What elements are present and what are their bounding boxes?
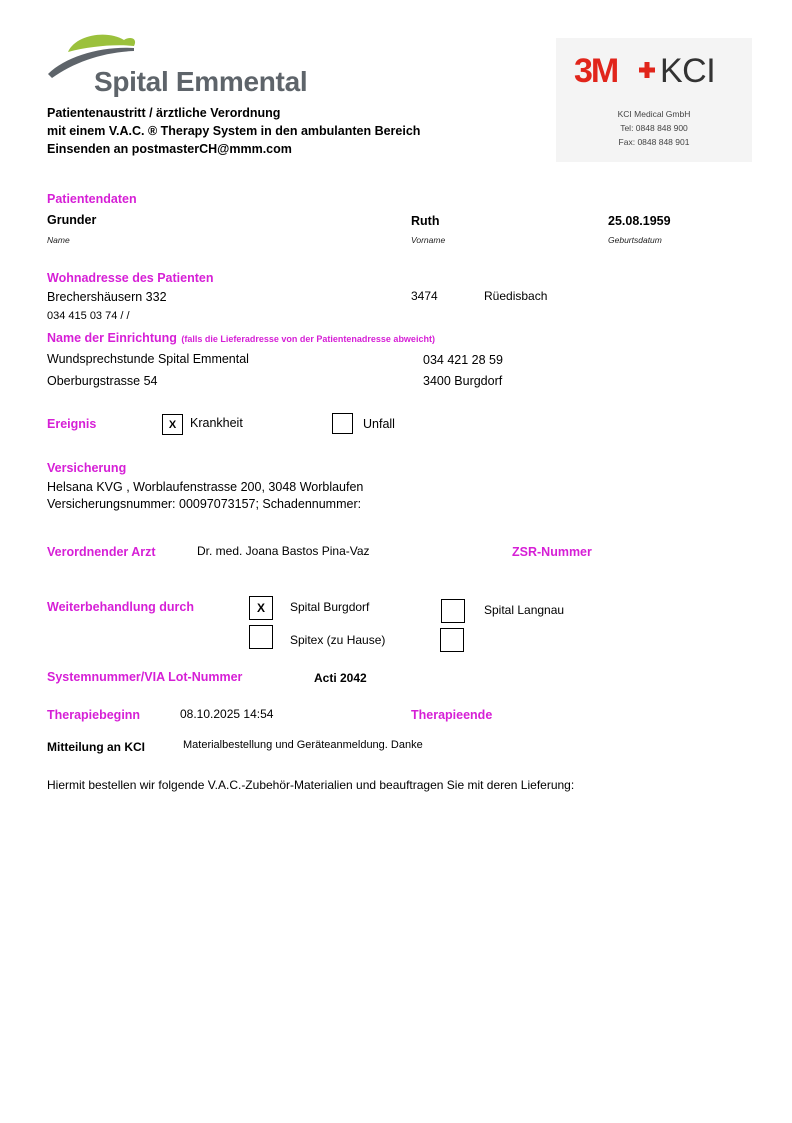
hospital-name: Spital Emmental <box>94 66 308 97</box>
form-title: Patientenaustritt / ärztliche Verordnung <box>47 106 281 120</box>
address-phone: 034 415 03 74 / / <box>47 310 130 322</box>
brand-3m: 3M <box>574 52 618 90</box>
patient-first-name-label: Vorname <box>411 235 446 245</box>
patient-section-title: Patientendaten <box>47 192 137 206</box>
facility-section-title: Name der Einrichtung <box>47 331 177 345</box>
system-number-label: Systemnummer/VIA Lot-Nummer <box>47 670 243 684</box>
event-section-title: Ereignis <box>47 417 97 431</box>
spital-emmental-logo <box>46 30 318 104</box>
zsr-number-label: ZSR-Nummer <box>512 545 592 559</box>
facility-phone: 034 421 28 59 <box>423 353 503 367</box>
checkbox-unlabeled[interactable] <box>440 628 464 652</box>
checkbox-spitex-label: Spitex (zu Hause) <box>290 633 386 647</box>
checkbox-spital-burgdorf-label: Spital Burgdorf <box>290 600 370 614</box>
checkbox-unfall[interactable] <box>332 413 353 434</box>
form-send-to: Einsenden an postmasterCH@mmm.com <box>47 142 292 156</box>
patient-last-name-label: Name <box>47 235 70 245</box>
insurance-section-title: Versicherung <box>47 461 127 475</box>
form-subtitle: mit einem V.A.C. ® Therapy System in den ambulanten Bereich <box>47 124 421 138</box>
order-statement: Hiermit bestellen wir folgende V.A.C.-Zubehör-Materialien und beauftragen Sie mit deren Lieferung: <box>47 778 575 792</box>
patient-last-name: Grunder <box>47 213 97 227</box>
doctor-section-title: Verordnender Arzt <box>47 545 156 559</box>
address-city: Rüedisbach <box>484 289 548 303</box>
insurance-company: Helsana KVG , Worblaufenstrasse 200, 3048 Worblaufen <box>47 480 364 494</box>
checkbox-unfall-label: Unfall <box>363 417 395 431</box>
doctor-name: Dr. med. Joana Bastos Pina-Vaz <box>197 544 370 558</box>
address-section-title: Wohnadresse des Patienten <box>47 271 214 285</box>
facility-heading <box>47 329 435 347</box>
checkbox-spital-burgdorf[interactable]: X <box>249 596 273 620</box>
message-label: Mitteilung an KCI <box>47 740 145 754</box>
therapy-start-value: 08.10.2025 14:54 <box>180 707 274 721</box>
facility-zip-city: 3400 Burgdorf <box>423 374 503 388</box>
checkbox-spital-langnau-label: Spital Langnau <box>484 603 565 617</box>
therapy-start-label: Therapiebeginn <box>47 708 141 722</box>
therapy-end-label: Therapieende <box>411 708 493 722</box>
brand-kci: KCI <box>660 52 716 90</box>
facility-street: Oberburgstrasse 54 <box>47 374 158 388</box>
kci-logo-block <box>556 38 752 162</box>
medical-cross-icon <box>639 62 655 78</box>
address-street: Brechershäusern 332 <box>47 290 167 304</box>
address-zip: 3474 <box>411 289 438 303</box>
checkbox-spital-langnau[interactable] <box>441 599 465 623</box>
checkbox-spitex[interactable] <box>249 625 273 649</box>
message-value: Materialbestellung und Geräteanmeldung. Danke <box>183 739 423 751</box>
kci-company: KCI Medical GmbH <box>617 109 691 119</box>
kci-fax: Fax: 0848 848 901 <box>618 137 690 147</box>
kci-tel: Tel: 0848 848 900 <box>620 123 688 133</box>
patient-birth-date: 25.08.1959 <box>608 214 671 228</box>
system-number-value: Acti 2042 <box>314 671 367 685</box>
patient-first-name: Ruth <box>411 214 440 228</box>
facility-section-note: (falls die Lieferadresse von der Patientenadresse abweicht) <box>181 334 435 344</box>
patient-birth-date-label: Geburtsdatum <box>608 235 662 245</box>
checkbox-krankheit[interactable]: X <box>162 414 183 435</box>
followup-section-title: Weiterbehandlung durch <box>47 600 194 614</box>
checkbox-krankheit-label: Krankheit <box>190 416 243 430</box>
facility-name: Wundsprechstunde Spital Emmental <box>47 352 249 366</box>
insurance-numbers: Versicherungsnummer: 00097073157; Schadennummer: <box>47 497 362 511</box>
